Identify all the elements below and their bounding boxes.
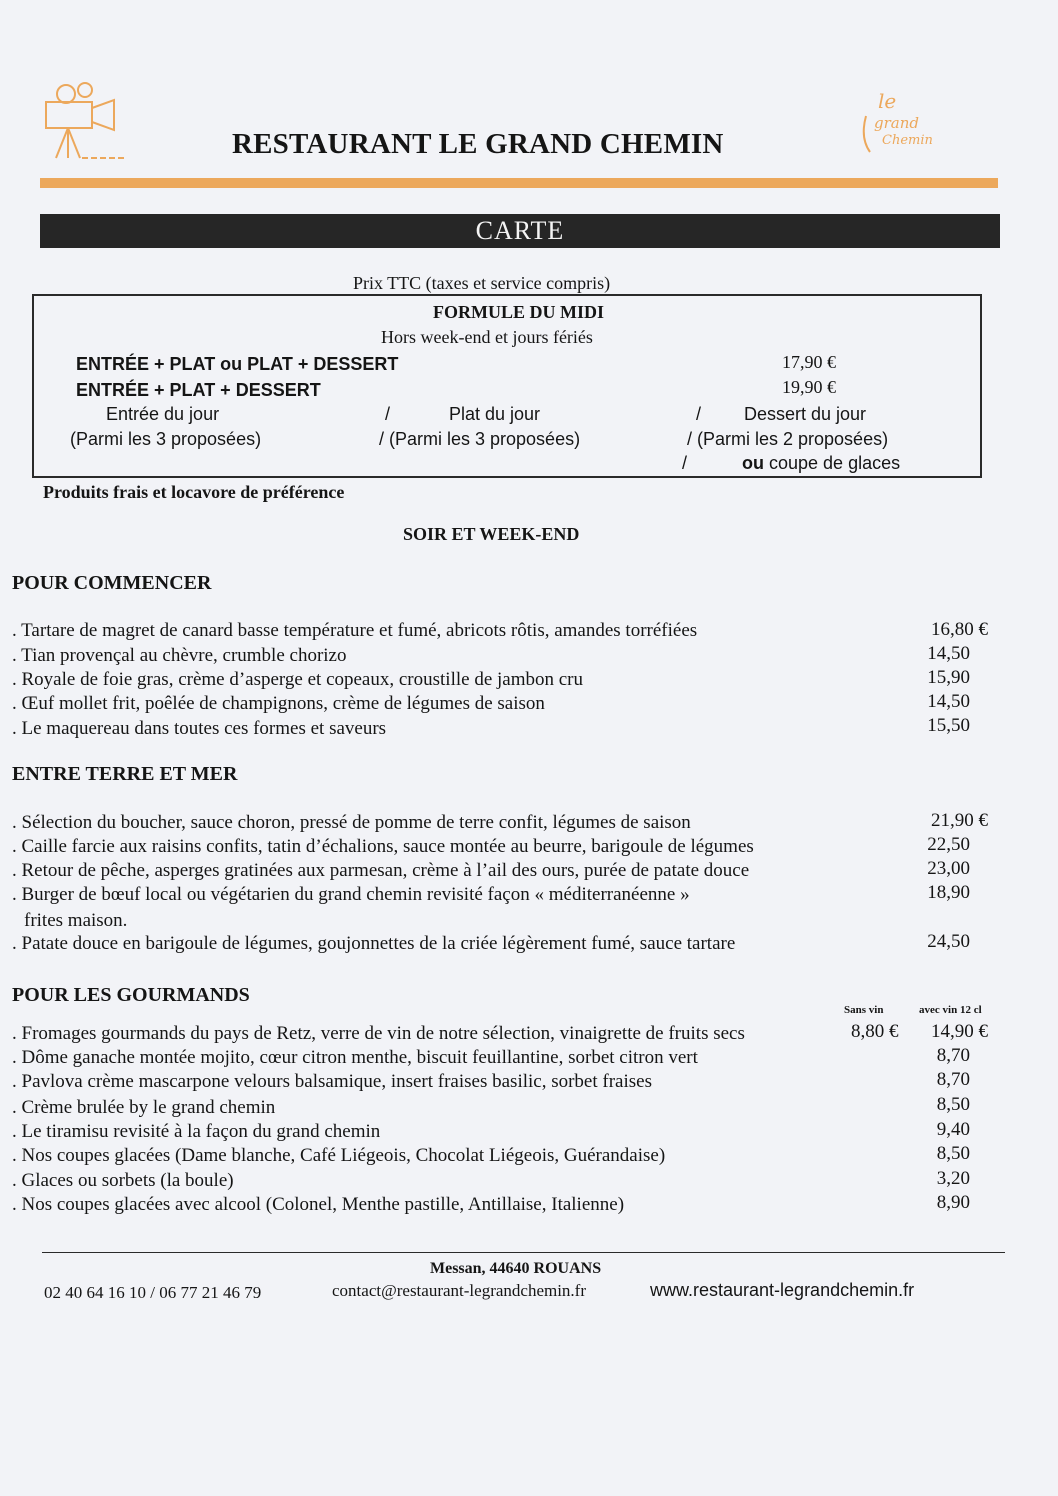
- menu-item-name: . Sélection du boucher, sauce choron, pressé de pomme de terre confit, légumes de saison: [12, 812, 691, 833]
- menu-item-name: . Retour de pêche, asperges gratinées aux parmesan, crème à l’ail des ours, purée de patate douce: [12, 860, 750, 881]
- footer-address: Messan, 44640 ROUANS: [430, 1260, 602, 1277]
- menu-item-price: 9,40: [936, 1119, 970, 1140]
- menu-item-name: . Crème brulée by le grand chemin: [12, 1097, 276, 1118]
- menu-item-price: 8,50: [936, 1094, 970, 1115]
- menu-item-name: . Le maquereau dans toutes ces formes et saveurs: [12, 718, 387, 739]
- menu-item-price: 8,90: [936, 1192, 970, 1213]
- section-title-terre-mer: ENTRE TERRE ET MER: [12, 763, 238, 785]
- formule-subtitle: Hors week-end et jours fériés: [381, 327, 593, 347]
- section-title-commencer: POUR COMMENCER: [12, 572, 212, 594]
- column-header-sans-vin: Sans vin: [844, 1004, 884, 1016]
- menu-item-name-continued: frites maison.: [24, 910, 128, 931]
- formule-dessert-line1: Dessert du jour: [744, 404, 867, 424]
- formule-dessert-line3: [742, 453, 900, 474]
- prix-note: Prix TTC (taxes et service compris): [353, 273, 611, 293]
- formule-plat-line1: Plat du jour: [449, 404, 541, 424]
- carte-title: CARTE: [475, 216, 565, 245]
- menu-item-name: . Burger de bœuf local ou végétarien du grand chemin revisité façon « méditerranéenne »: [12, 884, 690, 905]
- menu-item-name: . Dôme ganache montée mojito, cœur citron menthe, biscuit feuillantine, sorbet citron vert: [12, 1047, 698, 1068]
- menu-item-price: 18,90: [927, 882, 970, 903]
- menu-item-price: 14,50: [927, 691, 970, 712]
- soir-title: SOIR ET WEEK-END: [403, 524, 580, 544]
- formule-dessert-rest: coupe de glaces: [764, 453, 901, 473]
- menu-item-name: . Fromages gourmands du pays de Retz, verre de vin de notre sélection, vinaigrette de fruits secs: [12, 1023, 745, 1044]
- menu-item-price-sans-vin: 8,80 €: [851, 1021, 899, 1042]
- formule-option-label: ENTRÉE + PLAT ou PLAT + DESSERT: [76, 354, 399, 374]
- menu-item-name: . Nos coupes glacées avec alcool (Colonel, Menthe pastille, Antillaise, Italienne): [12, 1194, 625, 1215]
- footer-email-link[interactable]: contact@restaurant-legrandchemin.fr: [332, 1281, 587, 1300]
- brand-logo: [856, 86, 951, 161]
- menu-item-name: . Nos coupes glacées (Dame blanche, Café Liégeois, Chocolat Liégeois, Guérandaise): [12, 1145, 666, 1166]
- formule-entree-line2: (Parmi les 3 proposées): [70, 429, 262, 449]
- formule-option-label: ENTRÉE + PLAT + DESSERT: [76, 380, 321, 400]
- menu-item-price: 14,50: [927, 643, 970, 664]
- footer-phone[interactable]: 02 40 64 16 10 / 06 77 21 46 79: [44, 1283, 262, 1302]
- section-title-gourmands: POUR LES GOURMANDS: [12, 984, 250, 1006]
- footer-divider: [42, 1252, 1005, 1253]
- formule-option-price: 19,90 €: [782, 377, 836, 397]
- formule-option-price: 17,90 €: [782, 352, 836, 372]
- brand-logo-line1: le: [878, 89, 897, 113]
- carte-band: [40, 214, 1000, 248]
- formule-plat-line2: / (Parmi les 3 proposées): [379, 429, 581, 449]
- brand-logo-line3: Chemin: [882, 133, 933, 148]
- produits-note: Produits frais et locavore de préférence: [43, 482, 345, 502]
- menu-item-price: 24,50: [927, 931, 970, 952]
- menu-item-price: 8,70: [936, 1045, 970, 1066]
- menu-item-price: 16,80 €: [931, 619, 988, 640]
- camera-logo-icon: [40, 76, 130, 166]
- menu-item-name: . Royale de foie gras, crème d’asperge et copeaux, croustille de jambon cru: [12, 669, 584, 690]
- brand-logo-line2: grand: [874, 114, 919, 132]
- formule-entree-line1: Entrée du jour: [106, 404, 220, 424]
- column-header-avec-vin: avec vin 12 cl: [919, 1004, 982, 1016]
- menu-item-price: 8,70: [936, 1069, 970, 1090]
- menu-item-price: 23,00: [927, 858, 970, 879]
- menu-item-price: 3,20: [936, 1168, 970, 1189]
- formule-separator: /: [696, 404, 702, 424]
- menu-item-price: 21,90 €: [931, 810, 988, 831]
- restaurant-title: RESTAURANT LE GRAND CHEMIN: [232, 128, 724, 160]
- menu-item-name: . Caille farcie aux raisins confits, tatin d’échalions, sauce montée au beurre, barigoule de légumes: [12, 836, 754, 857]
- menu-item-name: . Tartare de magret de canard basse température et fumé, abricots rôtis, amandes torréfiées: [12, 620, 698, 641]
- orange-divider: [40, 178, 998, 188]
- menu-item-price: 15,50: [927, 715, 970, 736]
- menu-item-name: . Patate douce en barigoule de légumes, goujonnettes de la criée légèrement fumé, sauce tartare: [12, 933, 736, 954]
- menu-item-name: . Le tiramisu revisité à la façon du grand chemin: [12, 1121, 381, 1142]
- menu-item-price: 15,90: [927, 667, 970, 688]
- formule-separator: /: [682, 453, 688, 473]
- menu-item-name: . Œuf mollet frit, poêlée de champignons, crème de légumes de saison: [12, 693, 545, 714]
- formule-dessert-line2: / (Parmi les 2 proposées): [687, 429, 889, 449]
- menu-item-name: . Tian provençal au chèvre, crumble chorizo: [12, 645, 347, 666]
- menu-item-name: . Pavlova crème mascarpone velours balsamique, insert fraises basilic, sorbet fraises: [12, 1071, 652, 1092]
- menu-item-price: 8,50: [936, 1143, 970, 1164]
- footer-website-link[interactable]: www.restaurant-legrandchemin.fr: [650, 1280, 915, 1300]
- menu-item-price: 22,50: [927, 834, 970, 855]
- menu-item-name: . Glaces ou sorbets (la boule): [12, 1170, 234, 1191]
- formule-title: FORMULE DU MIDI: [433, 302, 604, 322]
- formule-separator: /: [385, 404, 391, 424]
- formule-dessert-or: ou: [742, 453, 764, 473]
- menu-item-price-avec-vin: 14,90 €: [931, 1021, 988, 1042]
